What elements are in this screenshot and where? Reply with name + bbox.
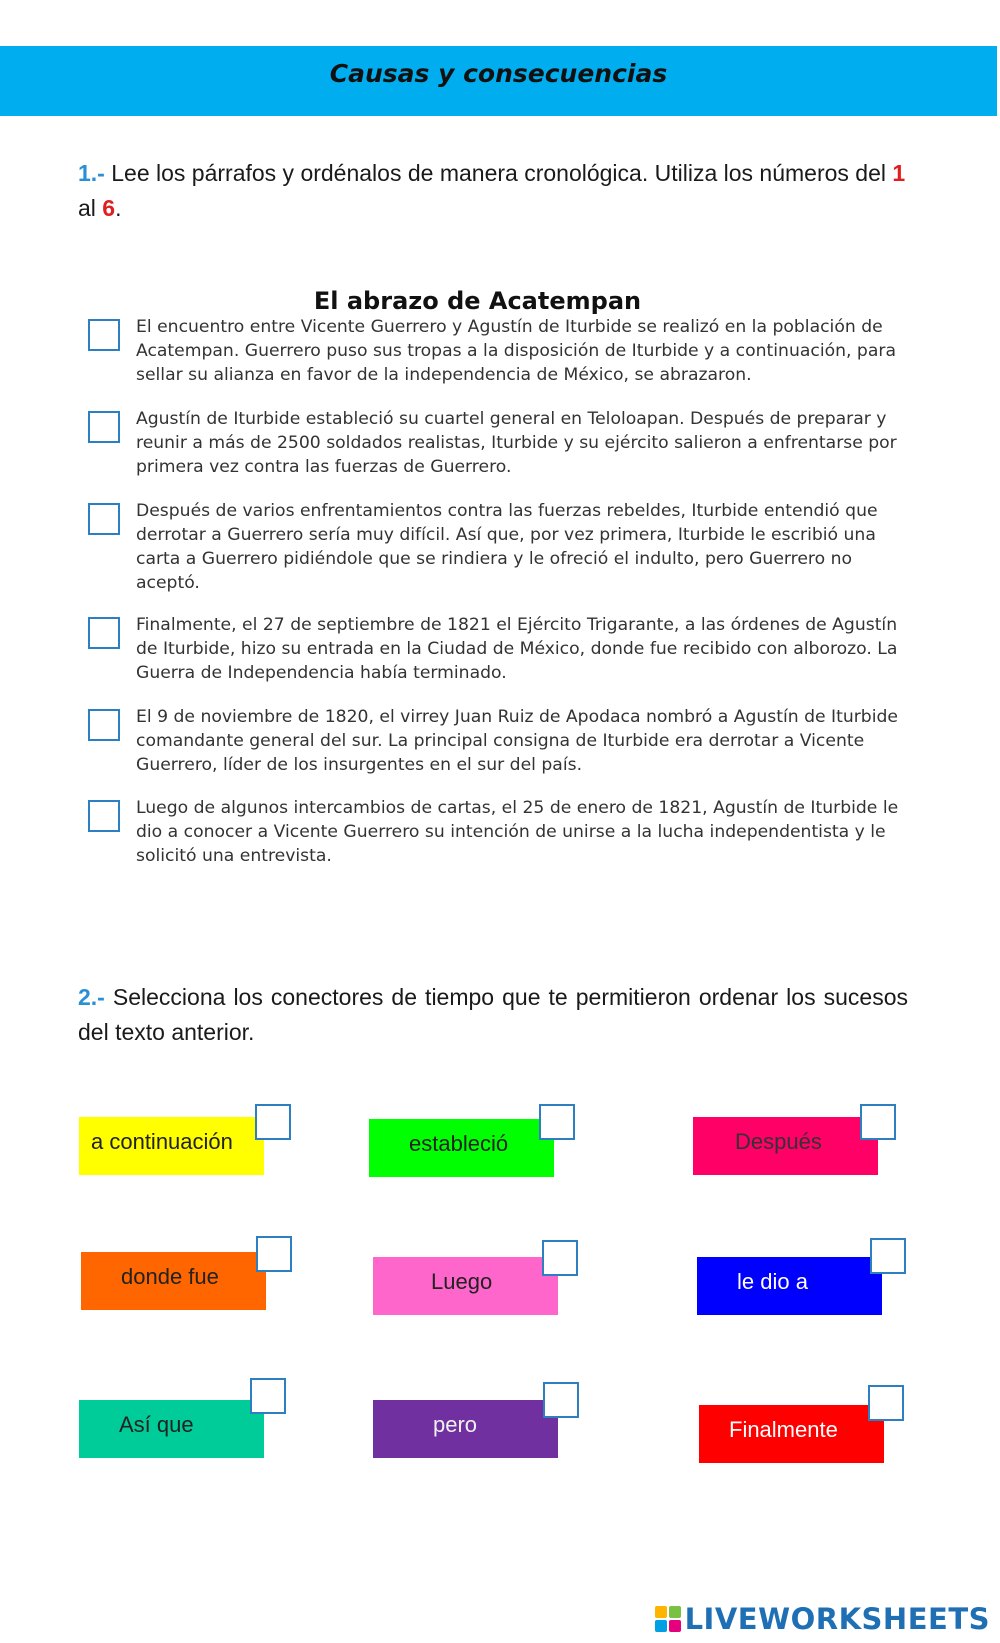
connector-checkbox[interactable] <box>543 1382 579 1418</box>
connector-chip <box>81 1252 266 1310</box>
connector-label: estableció <box>409 1131 509 1156</box>
connector-label: donde fue <box>121 1264 219 1289</box>
order-number-input[interactable] <box>88 503 120 535</box>
paragraph-text: El encuentro entre Vicente Guerrero y Agustín de Iturbide se realizó en la población de Acatempan. Guerrero puso sus tropas a la disposición de Iturbide y a continuación, para sellar su alianza en favor de la independencia de México, se abrazaron. <box>136 317 896 385</box>
order-number-input[interactable] <box>88 319 120 351</box>
question-1-from-number: 1 <box>892 160 906 186</box>
question-2-number: 2.- <box>78 984 105 1010</box>
connector-label: Finalmente <box>729 1417 838 1442</box>
order-number-input[interactable] <box>88 800 120 832</box>
connector-chip <box>699 1405 884 1463</box>
question-1-number: 1.- <box>78 160 105 186</box>
paragraph-text: Después de varios enfrentamientos contra las fuerzas rebeldes, Iturbide entendió que derrotar a Guerrero sería muy difícil. Así que, por vez primera, Iturbide le escribió una carta a Guerrero pidiéndole que se rindiera y le ofreció el indulto, pero Guerrero no aceptó. <box>136 501 878 593</box>
connector-label: Después <box>735 1129 822 1154</box>
connector-chip <box>79 1400 264 1458</box>
question-1-to-number: 6 <box>102 195 116 221</box>
page-title: Causas y consecuencias <box>329 59 668 88</box>
connector-checkbox[interactable] <box>539 1104 575 1140</box>
order-number-input[interactable] <box>88 617 120 649</box>
connector-label: a continuación <box>91 1129 233 1154</box>
connector-label: pero <box>433 1412 478 1437</box>
connector-checkbox[interactable] <box>868 1385 904 1421</box>
order-number-input[interactable] <box>88 411 120 443</box>
paragraph-text: El 9 de noviembre de 1820, el virrey Juan Ruiz de Apodaca nombró a Agustín de Iturbide comandante general del sur. La principal consigna de Iturbide era derrotar a Vicente Guerrero, líder de los insurgentes en el sur del país. <box>136 707 898 775</box>
connector-checkbox[interactable] <box>250 1378 286 1414</box>
connector-checkbox[interactable] <box>870 1238 906 1274</box>
connector-checkbox[interactable] <box>255 1104 291 1140</box>
connector-chip <box>79 1117 264 1175</box>
connector-chip <box>373 1400 558 1458</box>
reading-title: El abrazo de Acatempan <box>313 287 642 315</box>
paragraph-text: Agustín de Iturbide estableció su cuartel general en Teloloapan. Después de preparar y reunir a más de 2500 soldados realistas, Iturbide y su ejército salieron a enfrentarse por primera vez contra las fuerzas de Guerrero. <box>136 409 897 477</box>
header-bar <box>0 46 997 116</box>
question-1-text-c: . <box>115 195 122 221</box>
question-1-text-a: Lee los párrafos y ordénalos de manera cronológica. Utiliza los números del <box>104 160 893 186</box>
paragraph-text: Luego de algunos intercambios de cartas, el 25 de enero de 1821, Agustín de Iturbide le dio a conocer a Vicente Guerrero su intención de unirse a la lucha independentista y le solicitó una entrevista. <box>136 798 899 866</box>
connector-label: Luego <box>431 1269 493 1294</box>
connector-label: le dio a <box>737 1269 808 1294</box>
connector-checkbox[interactable] <box>542 1240 578 1276</box>
order-number-input[interactable] <box>88 709 120 741</box>
connector-chip <box>369 1119 554 1177</box>
connector-chip <box>693 1117 878 1175</box>
logo-grid-icon <box>655 1606 681 1632</box>
connector-chip <box>697 1257 882 1315</box>
question-2 <box>78 980 908 1050</box>
connector-label: Así que <box>119 1412 194 1437</box>
logo-text: LIVEWORKSHEETS <box>684 1602 990 1636</box>
connector-chip <box>373 1257 558 1315</box>
question-1 <box>78 156 908 226</box>
liveworksheets-logo <box>655 1599 990 1639</box>
question-1-text-b: al <box>78 195 103 221</box>
paragraph-text: Finalmente, el 27 de septiembre de 1821 el Ejército Trigarante, a las órdenes de Agustín de Iturbide, hizo su entrada en la Ciudad de México, donde fue recibido con alborozo. La Guerra de Independencia había terminado. <box>136 615 898 683</box>
question-2-text: Selecciona los conectores de tiempo que te permitieron ordenar los sucesos del texto anterior. <box>78 984 908 1045</box>
connector-checkbox[interactable] <box>256 1236 292 1272</box>
connector-checkbox[interactable] <box>860 1104 896 1140</box>
